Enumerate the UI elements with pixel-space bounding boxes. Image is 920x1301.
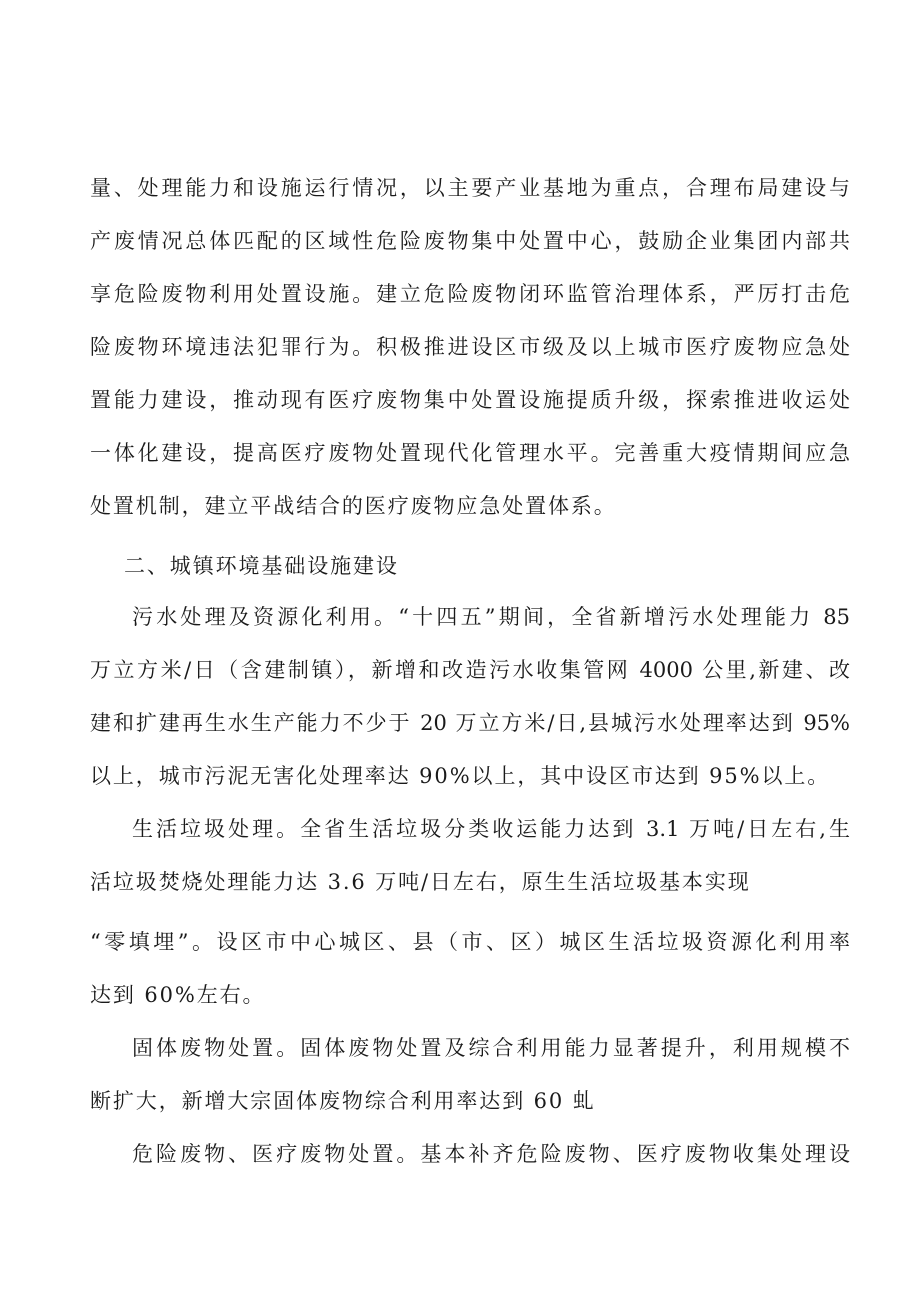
text-line: 危险废物、医疗废物处置。基本补齐危险废物、医疗废物收集处理设 — [132, 1142, 850, 1166]
text-line: 达到 60%左右。 — [90, 983, 266, 1007]
text-line: 产废情况总体匹配的区域性危险废物集中处置中心，鼓励企业集团内部共 — [90, 229, 850, 253]
text-line: 万立方米/日（含建制镇），新增和改造污水收集管网 4000 公里,新建、改 — [90, 658, 850, 682]
text-line: 量、处理能力和设施运行情况，以主要产业基地为重点，合理布局建设与 — [90, 176, 850, 200]
text-line: 处置机制，建立平战结合的医疗废物应急处置体系。 — [90, 494, 617, 518]
text-line: 一体化建设，提高医疗废物处置现代化管理水平。完善重大疫情期间应急 — [90, 441, 850, 465]
text-line: 置能力建设，推动现有医疗废物集中处置设施提质升级，探索推进收运处 — [90, 388, 850, 412]
text-line: 以上，城市污泥无害化处理率达 90%以上，其中设区市达到 95%以上。 — [90, 764, 831, 788]
text-line: 生活垃圾处理。全省生活垃圾分类收运能力达到 3.1 万吨/日左右,生 — [132, 817, 850, 841]
text-line: 享危险废物利用处置设施。建立危险废物闭环监管治理体系，严厉打击危 — [90, 282, 850, 306]
text-line: 断扩大，新增大宗固体废物综合利用率达到 60 虬 — [90, 1089, 596, 1113]
text-line: 固体废物处置。固体废物处置及综合利用能力显著提升，利用规模不 — [132, 1036, 850, 1060]
text-line: 污水处理及资源化利用。“十四五”期间，全省新增污水处理能力 85 — [132, 605, 850, 629]
section-heading: 二、城镇环境基础设施建设 — [124, 554, 399, 578]
text-line: 险废物环境违法犯罪行为。积极推进设区市级及以上城市医疗废物应急处 — [90, 335, 850, 359]
text-line: “零填埋”。设区市中心城区、县（市、区）城区生活垃圾资源化利用率 — [90, 930, 850, 954]
text-line: 活垃圾焚烧处理能力达 3.6 万吨/日左右，原生生活垃圾基本实现 — [90, 870, 751, 894]
text-line: 建和扩建再生水生产能力不少于 20 万立方米/日,县城污水处理率达到 95% — [90, 711, 850, 735]
